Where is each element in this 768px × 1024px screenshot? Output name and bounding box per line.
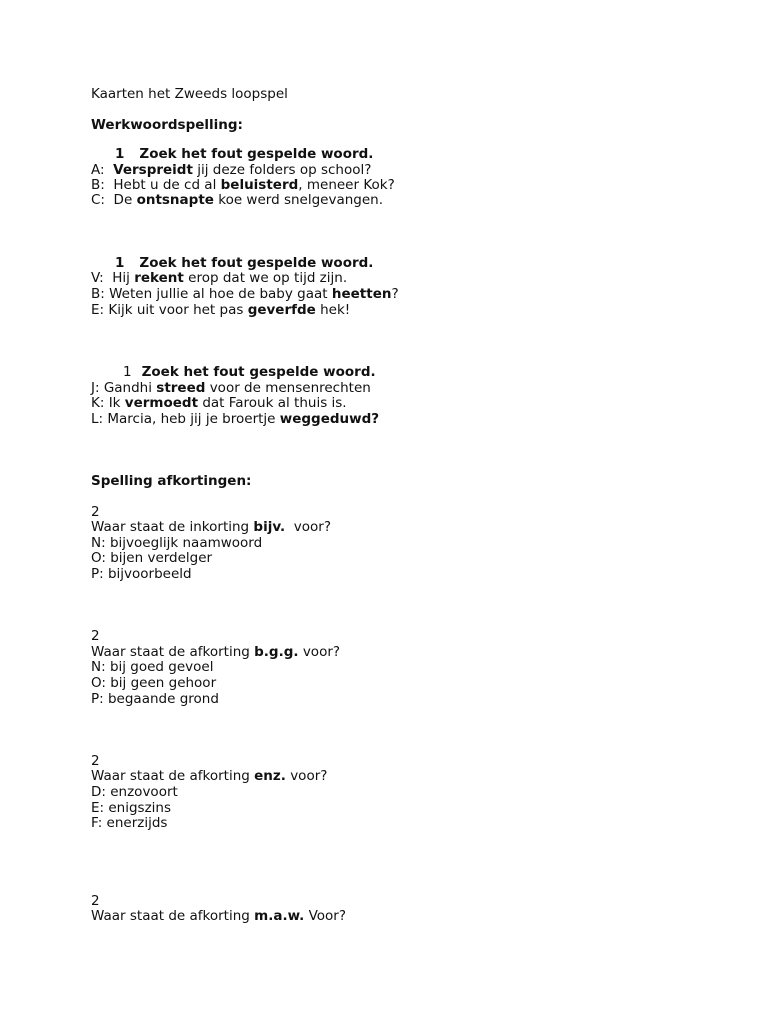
document-title: Kaarten het Zweeds loopspel (91, 86, 288, 102)
answer-option: A: Verspreidt jij deze folders op school? (91, 162, 372, 178)
answer-option: P: bijvoorbeeld (91, 566, 192, 582)
question-number: 2 (91, 893, 100, 909)
answer-option: B: Hebt u de cd al beluisterd, meneer Kok? (91, 177, 395, 193)
question-header (123, 364, 376, 380)
answer-option: J: Gandhi streed voor de mensenrechten (91, 380, 371, 396)
answer-option: P: begaande grond (91, 691, 219, 707)
section-heading-afkortingen: Spelling afkortingen: (91, 473, 252, 489)
answer-option: B: Weten jullie al hoe de baby gaat heetten? (91, 286, 399, 302)
question-number: 1 (123, 364, 132, 380)
section-heading-werkwoordspelling: Werkwoordspelling: (91, 117, 243, 133)
question-text: Waar staat de inkorting bijv. voor? (91, 519, 331, 535)
question-text: Zoek het fout gespelde woord. (139, 255, 374, 271)
question-text: Waar staat de afkorting enz. voor? (91, 768, 328, 784)
question-header (115, 255, 373, 271)
answer-option: C: De ontsnapte koe werd snelgevangen. (91, 192, 384, 208)
answer-option: O: bijen verdelger (91, 550, 213, 566)
question-header (115, 146, 373, 162)
question-text: Waar staat de afkorting m.a.w. Voor? (91, 908, 347, 924)
answer-option: O: bij geen gehoor (91, 675, 217, 691)
question-number: 2 (91, 753, 100, 769)
question-number: 1 (115, 255, 125, 271)
question-number: 2 (91, 504, 100, 520)
question-number: 1 (115, 146, 125, 162)
question-text: Zoek het fout gespelde woord. (139, 146, 374, 162)
answer-option: D: enzovoort (91, 784, 178, 800)
answer-option: E: enigszins (91, 800, 172, 816)
answer-option: N: bij goed gevoel (91, 659, 214, 675)
answer-option: K: Ik vermoedt dat Farouk al thuis is. (91, 395, 347, 411)
question-number: 2 (91, 628, 100, 644)
question-text: Zoek het fout gespelde woord. (141, 364, 376, 380)
answer-option: V: Hij rekent erop dat we op tijd zijn. (91, 270, 348, 286)
answer-option: E: Kijk uit voor het pas geverfde hek! (91, 302, 351, 318)
answer-option: L: Marcia, heb jij je broertje weggeduwd? (91, 411, 380, 427)
question-text: Waar staat de afkorting b.g.g. voor? (91, 644, 341, 660)
answer-option: F: enerzijds (91, 815, 168, 831)
answer-option: N: bijvoeglijk naamwoord (91, 535, 263, 551)
